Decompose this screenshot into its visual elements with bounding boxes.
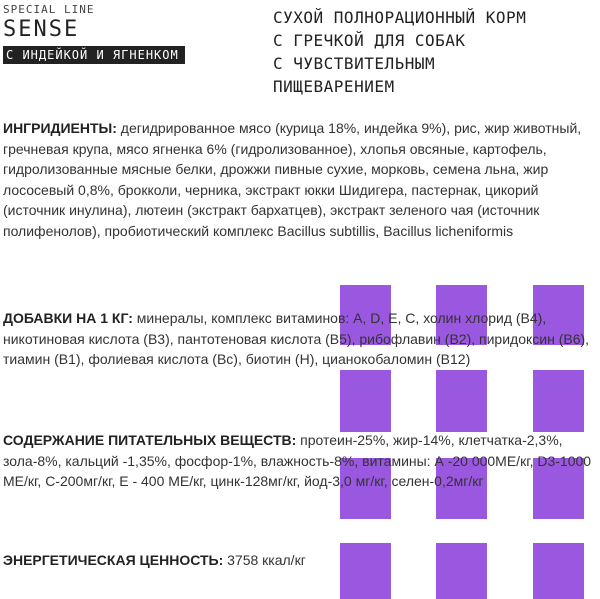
headline-line: ПИЩЕВАРЕНИЕМ bbox=[273, 77, 395, 96]
nutrients-label: СОДЕРЖАНИЕ ПИТАТЕЛЬНЫХ ВЕЩЕСТВ: bbox=[3, 432, 297, 448]
brand-badge: С ИНДЕЙКОЙ И ЯГНЕНКОМ bbox=[3, 46, 185, 64]
purple-square bbox=[436, 370, 487, 432]
headline-line: С ГРЕЧКОЙ ДЛЯ СОБАК bbox=[273, 31, 466, 50]
purple-square bbox=[340, 370, 391, 432]
additives-label: ДОБАВКИ НА 1 КГ: bbox=[3, 310, 133, 326]
energy-paragraph bbox=[3, 550, 599, 571]
brand-block bbox=[3, 4, 185, 64]
additives-paragraph bbox=[3, 308, 599, 370]
ingredients-label: ИНГРИДИЕНТЫ: bbox=[3, 120, 117, 136]
brand-line: SPECIAL LINE bbox=[3, 3, 95, 16]
brand-name: SENSE bbox=[3, 17, 80, 42]
energy-label: ЭНЕРГЕТИЧЕСКАЯ ЦЕННОСТЬ: bbox=[3, 552, 224, 568]
purple-square bbox=[533, 370, 584, 432]
headline-line: С ЧУВСТВИТЕЛЬНЫМ bbox=[273, 54, 436, 73]
ingredients-text: дегидрированное мясо (курица 18%, индейка 9%), рис, жир животный, гречневая крупа, мясо ягненка 6% (гидролизованное), хлопья овсяные, картофель, гидролизованные мясные белки, дрожжи пивные сухие, морковь, семена льна, жир лососевый 0,8%, брокколи, черника, экстракт юкки Шидигера, пастернак, цикорий (источник инулина), лютеин (экстракт бархатцев), экстракт зеленого чая (источник полифенолов), пробиотический комплекс Bacillus subtillis, Bacillus licheniformis bbox=[3, 120, 582, 239]
ingredients-paragraph bbox=[3, 118, 599, 241]
nutrients-paragraph bbox=[3, 430, 599, 492]
headline-line: СУХОЙ ПОЛНОРАЦИОННЫЙ КОРМ bbox=[273, 8, 527, 27]
energy-text: 3758 ккал/кг bbox=[223, 552, 306, 568]
nutrients-text: протеин-25%, жир-14%, клетчатка-2,3%, зола-8%, кальций -1,35%, фосфор-1%, влажность-8%, витамины: А -20 000МЕ/кг, D3-1000 МЕ/кг, С-200мг/кг, Е - 400 МЕ/кг, цинк-128мг/кг, йод-3,0 мг/кг, селен-0,2мг/кг bbox=[3, 432, 592, 489]
product-headline bbox=[273, 6, 593, 98]
additives-text: минералы, комплекс витаминов: A, D, E, C, холин хлорид (B4), никотиновая кислота (B3), пантотеновая кислота (B5), рибофлавин (B2), пиридоксин (B6), тиамин (B1), фолиевая кислота (Bc), биотин (H), цианокобаломин (B12) bbox=[3, 310, 590, 367]
